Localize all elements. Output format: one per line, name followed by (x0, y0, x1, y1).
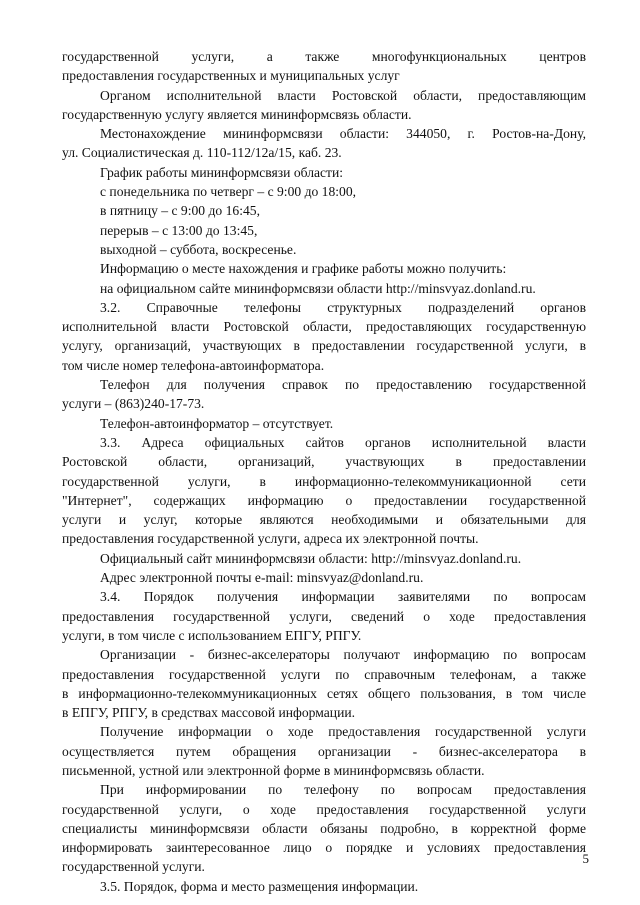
text-line: Получение информации о ходе предоставления государственной услуги (100, 724, 586, 740)
text-line: государственной услуги, а также многофункциональных центров (62, 49, 586, 64)
text-line: осуществляется путем обращения организации - бизнес-акселератора в (62, 743, 586, 759)
text-line: 3.5. Порядок, форма и место размещения информации. (100, 878, 419, 894)
text-line: предоставления государственной услуги, сведений о ходе предоставления (62, 608, 586, 624)
text-line: предоставления государственной услуги, адреса их электронной почты. (62, 531, 479, 547)
text-line: специалисты мининформсвязи области обязаны подробно, в корректной форме (62, 820, 586, 836)
text-line: Органом исполнительной власти Ростовской области, предоставляющим (100, 87, 586, 103)
text-line: государственную услугу является мининформсвязь области. (62, 106, 412, 122)
text-line: Ростовской области, организаций, участвующих в предоставлении (62, 454, 586, 470)
text-line: в информационно-телекоммуникационных сетях общего пользования, в том числе (62, 685, 586, 701)
text-line: предоставления государственной услуги по справочным телефонам, а также (62, 666, 586, 682)
document-body (62, 47, 586, 896)
text-line: 3.4. Порядок получения информации заявителями по вопросам (100, 589, 586, 605)
text-line: государственной услуги, о ходе предоставления государственной услуги (62, 801, 586, 817)
page-number: 5 (582, 851, 589, 866)
text-line: ул. Социалистическая д. 110-112/12а/15, каб. 23. (62, 145, 342, 161)
text-line: информировать заинтересованное лицо о порядке и условиях предоставления (62, 840, 586, 856)
text-line: услуги и услуг, которые являются необходимыми и обязательными для (62, 512, 586, 528)
text-line: письменной, устной или электронной форме в мининформсвязь области. (62, 762, 485, 778)
text-line: 3.2. Справочные телефоны структурных подразделений органов (100, 299, 586, 315)
text-line: в пятницу – с 9:00 до 16:45, (100, 203, 260, 219)
text-line: Официальный сайт мининформсвязи области: http://minsvyaz.donland.ru. (100, 550, 522, 566)
text-line: с понедельника по четверг – с 9:00 до 18:00, (100, 184, 357, 200)
text-line: Организации - бизнес-акселераторы получают информацию по вопросам (100, 647, 586, 663)
text-line: том числе номер телефона-автоинформатора. (62, 357, 325, 373)
text-line: График работы мининформсвязи области: (100, 164, 344, 180)
text-line: в ЕПГУ, РПГУ, в средствах массовой информации. (62, 705, 356, 721)
text-line: Местонахождение мининформсвязи области: 344050, г. Ростов-на-Дону, (100, 126, 586, 142)
text-line: исполнительной власти Ростовской области, предоставляющих государственную (62, 319, 586, 335)
text-line: Телефон для получения справок по предоставлению государственной (100, 377, 586, 393)
text-line: на официальном сайте мининформсвязи области http://minsvyaz.donland.ru. (100, 280, 536, 296)
text-line: Адрес электронной почты e-mail: minsvyaz@donland.ru. (100, 570, 424, 586)
text-line: государственной услуги. (62, 859, 205, 875)
text-line: Информацию о месте нахождения и графике работы можно получить: (100, 261, 507, 277)
text-line: предоставления государственных и муниципальных услуг (62, 68, 400, 84)
text-line: перерыв – с 13:00 до 13:45, (100, 222, 258, 238)
text-line: услуги – (863)240-17-73. (62, 396, 205, 412)
text-line: выходной – суббота, воскресенье. (100, 241, 297, 257)
text-line: услуги, в том числе с использованием ЕПГУ, РПГУ. (62, 627, 362, 643)
text-line: "Интернет", содержащих информацию о предоставлении государственной (62, 492, 586, 508)
text-line: Телефон-автоинформатор – отсутствует. (100, 415, 334, 431)
text-line: государственной услуги, в информационно-телекоммуникационной сети (62, 473, 586, 489)
text-line: услугу, организаций, участвующих в предоставлении государственной услуги, в (62, 338, 586, 354)
text-line: При информировании по телефону по вопросам предоставления (100, 782, 586, 798)
text-line: 3.3. Адреса официальных сайтов органов исполнительной власти (100, 434, 586, 450)
